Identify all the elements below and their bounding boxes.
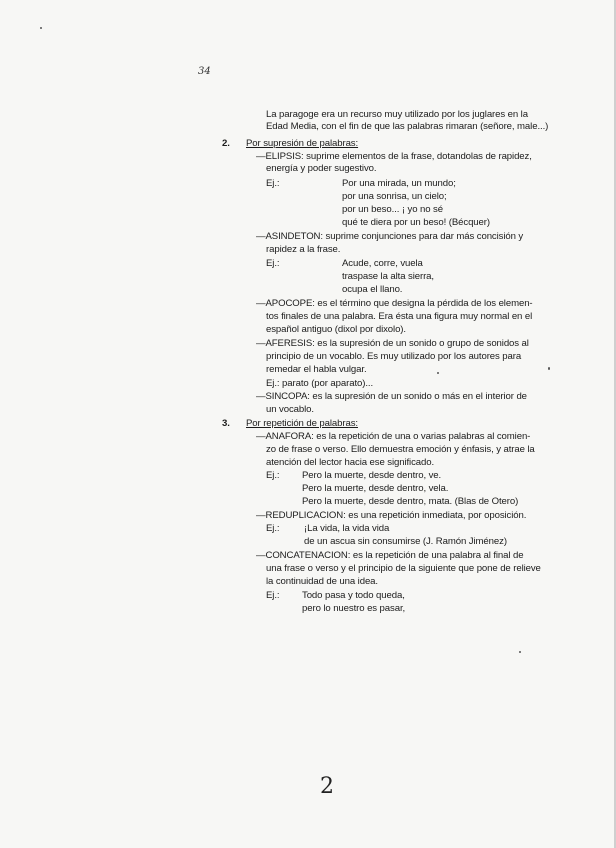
handwritten-page-mark: 2: [320, 774, 334, 799]
text-line: —AFERESIS: es la supresión de un sonido o grupo de sonidos al: [256, 338, 529, 349]
verse-line: por un beso... ¡ yo no sé: [342, 204, 443, 215]
text-line: una frase o verso y el principio de la siguiente que pone de relieve: [266, 563, 541, 574]
text-line: —CONCATENACION: es la repetición de una palabra al final de: [256, 550, 524, 561]
text-line: zo de frase o verso. Ello demuestra emoción y énfasis, y atrae la: [266, 444, 535, 455]
verse-line: Todo pasa y todo queda,: [302, 590, 405, 601]
verse-line: pero lo nuestro es pasar,: [302, 603, 406, 614]
example-label: Ej.:: [266, 258, 280, 269]
verse-line: Pero la muerte, desde dentro, mata. (Blas de Otero): [302, 496, 519, 507]
verse-line: de un ascua sin consumirse (J. Ramón Jiménez): [304, 536, 507, 547]
text-line: La paragoge era un recurso muy utilizado por los juglares en la: [266, 109, 528, 120]
verse-line: Pero la muerte, desde dentro, vela.: [302, 483, 449, 494]
text-line: energía y poder sugestivo.: [266, 163, 377, 174]
text-line: —ELIPSIS: suprime elementos de la frase, dotandolas de rapidez,: [256, 151, 532, 162]
example-label: Ej.:: [266, 590, 280, 601]
verse-line: Acude, corre, vuela: [342, 258, 423, 269]
scan-speck: [40, 27, 42, 29]
section-heading: Por supresión de palabras:: [246, 138, 359, 149]
verse-line: ocupa el llano.: [342, 284, 403, 295]
verse-line: por una sonrisa, un cielo;: [342, 191, 447, 202]
scan-speck: [519, 651, 521, 653]
text-line: Edad Media, con el fin de que las palabras rimaran (señore, male...): [266, 121, 549, 132]
text-line: atención del lector hacia ese significado.: [266, 457, 435, 468]
text-line: —REDUPLICACION: es una repetición inmediata, por oposición.: [256, 510, 527, 521]
text-line: tos finales de una palabra. Era ésta una figura muy normal en el: [266, 311, 533, 322]
example-label: Ej.:: [266, 523, 280, 534]
text-line: —ASINDETON: suprime conjunciones para dar más concisión y: [256, 231, 524, 242]
verse-line: qué te diera por un beso! (Bécquer): [342, 217, 490, 228]
verse-line: traspase la alta sierra,: [342, 271, 434, 282]
text-line: rapidez a la frase.: [266, 244, 341, 255]
verse-line: ¡La vida, la vida vida: [304, 523, 390, 534]
text-line: la continuidad de una idea.: [266, 576, 378, 587]
text-line: remedar el habla vulgar.: [266, 364, 367, 375]
scan-speck: [548, 367, 550, 370]
handwritten-page-number: 34: [198, 66, 211, 77]
section-heading: Por repetición de palabras:: [246, 418, 358, 429]
text-line: —SINCOPA: es la supresión de un sonido o más en el interior de: [256, 391, 527, 402]
example-label: Ej.:: [266, 178, 280, 189]
section-number: 2.: [222, 138, 230, 149]
example-label: Ej.:: [266, 470, 280, 481]
scan-speck: [437, 372, 439, 374]
verse-line: Por una mirada, un mundo;: [342, 178, 456, 189]
text-line: principio de un vocablo. Es muy utilizado por los autores para: [266, 351, 522, 362]
text-line: —ANAFORA: es la repetición de una o varias palabras al comien-: [256, 431, 531, 442]
text-line: —APOCOPE: es el término que designa la pérdida de los elemen-: [256, 298, 533, 309]
verse-line: Pero la muerte, desde dentro, ve.: [302, 470, 442, 481]
text-line: un vocablo.: [266, 404, 314, 415]
example-line: Ej.: parato (por aparato)...: [266, 378, 374, 389]
section-number: 3.: [222, 418, 230, 429]
text-line: español antiguo (dixol por dixolo).: [266, 324, 406, 335]
